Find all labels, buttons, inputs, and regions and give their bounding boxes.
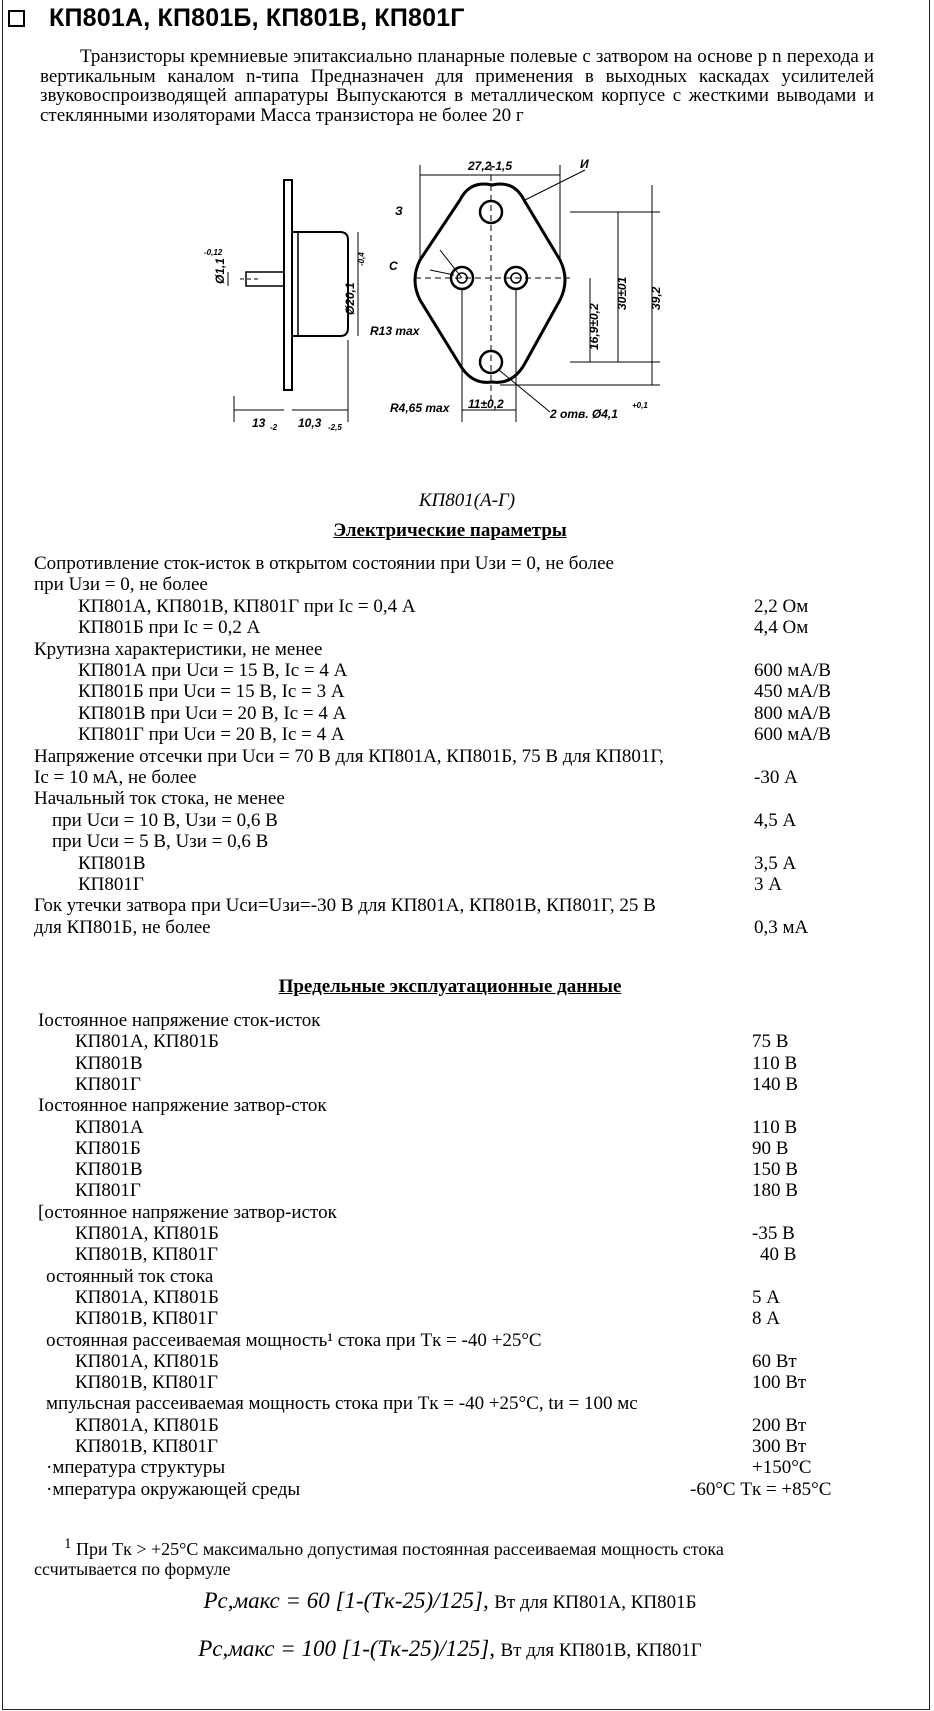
row-value: 90 В [752,1137,789,1159]
flange-top [415,184,565,382]
row-label: КП801Б при Iс = 0,2 А [78,617,261,639]
electrical-heading: Электрические параметры [333,520,567,541]
checkbox-square-icon [8,10,25,27]
dim-len1: 13 [252,416,266,430]
row-label: КП801А, КП801Б [75,1223,219,1244]
table-row [0,788,934,809]
dim-body-d: Ø20,1 [343,282,357,315]
row-label: ·мпература окружающей среды [46,1478,301,1500]
row-label: КП801Б [75,1137,141,1159]
row-value: 3,5 А [754,852,797,874]
table-row [0,1266,934,1287]
row-label: Напряжение отсечки при Uси = 70 В для КП801А, КП801Б, 75 В для КП801Г, [34,745,664,767]
row-value: 140 В [752,1073,798,1095]
dim-holes: 2 отв. Ø4,1 [550,407,618,421]
table-row [0,1287,934,1308]
table-row [0,553,934,574]
footnote [34,1534,894,1579]
dim-pitch: 30±01 [615,276,629,310]
row-label: КП801А [75,1116,144,1138]
row-label: КП801А, КП801Б [75,1350,219,1372]
row-label: КП801В, КП801Г [75,1436,218,1457]
row-label: Гок утечки затвора при Uси=Uзи=-30 В для КП801А, КП801В, КП801Г, 25 В [34,895,656,917]
table-row [0,660,934,681]
dim-radius: R13 max [370,324,420,338]
intro-text: Транзисторы кремниевые эпитаксиально планарные полевые с затвором на основе р n перехода и вертикальным каналом n-типа Предназначен для применения в выходных каскадах усилителей звуковоспроизводящей аппаратуры Выпускаются в металлическом корпусе с жесткими выводами и стеклянными изоляторами Масса транзистора не более 20 г [40,46,874,126]
formula-2-expr: Pс,макс = 100 [1-(Tк-25)/125], [198,1636,495,1661]
table-row [0,1180,934,1201]
formula-2-tail: Вт для КП801В, КП801Г [500,1640,702,1661]
package-drawing [204,157,720,460]
footnote-mark: 1 [64,1536,72,1552]
row-value: 4,5 А [754,809,797,831]
table-row [0,1436,934,1457]
dim-height: 39,2 [649,286,663,310]
formula-1-expr: Pс,макс = 60 [1-(Tк-25)/125], [203,1588,489,1613]
row-value: 800 мА/В [754,702,831,724]
row-label: КП801А, КП801В, КП801Г при Iс = 0,4 А [78,595,416,617]
dim-len2: 10,3 [298,416,322,430]
limits-heading: Предельные эксплуатационные данные [278,976,622,997]
row-value: 110 В [752,1116,798,1138]
row-value: 300 Вт [752,1436,807,1457]
row-label: при Uзи = 0, не более [34,574,208,596]
table-row [0,1457,934,1478]
document-title [8,4,465,33]
table-row [0,1372,934,1393]
row-label: КП801В, КП801Г [75,1244,218,1266]
table-row [0,831,934,852]
row-label: КП801А, КП801Б [75,1414,219,1436]
row-label: Iс = 10 мА, не более [34,767,197,788]
table-row [0,874,934,895]
table-row [0,1053,934,1074]
formula-2 [0,1636,900,1662]
dim-holes-tol: +0,1 [632,401,648,410]
row-value: 3 А [754,874,782,895]
dim-lead-d-tol: -0,12 [204,248,223,257]
row-label: КП801В, КП801Г [75,1308,218,1330]
row-label: КП801Б при Uси = 15 В, Iс = 3 А [78,681,345,703]
table-row [0,1074,934,1095]
row-value: 5 А [752,1286,780,1308]
row-label: КП801В [78,852,146,874]
row-value: -35 В [752,1223,795,1244]
row-label: остоянный ток стока [46,1265,214,1287]
row-label: КП801В [75,1052,143,1074]
intro-paragraph [40,47,874,125]
row-label: Сопротивление сток-исток в открытом состоянии при Uзи = 0, не более [34,553,614,574]
table-row [0,639,934,660]
table-row [0,1202,934,1223]
row-value: 60 Вт [752,1350,797,1372]
row-label: КП801Г [75,1073,141,1095]
formula-1-tail: Вт для КП801А, КП801Б [494,1592,697,1613]
row-label: КП801Г при Uси = 20 В, Iс = 4 А [78,724,345,746]
dim-len1-tol: -2 [270,423,278,432]
table-row [0,617,934,638]
row-value: 600 мА/В [754,724,831,746]
table-row [0,1010,934,1031]
table-row [0,917,934,938]
row-label: [остоянное напряжение затвор-исток [38,1201,337,1223]
row-label: Крутизна характеристики, не менее [34,638,323,660]
row-label: КП801Г [78,874,144,895]
dim-len2-tol: -2,5 [328,423,342,432]
row-value: 100 Вт [752,1372,807,1394]
row-value: 110 В [752,1052,798,1074]
dim-spacing: 11±0,2 [468,397,504,411]
table-row [0,1223,934,1244]
table-row [0,746,934,767]
figure-caption: КП801(А-Г) [418,490,516,511]
row-label: при Uси = 5 В, Uзи = 0,6 В [52,831,269,853]
row-label: мпульсная рассеиваемая мощность стока при Tк = -40 +25°С, tи = 100 мс [46,1393,638,1415]
table-row [0,1393,934,1414]
table-row [0,1095,934,1116]
dim-width: 27,2-1,5 [468,159,513,173]
row-value: 150 В [752,1159,798,1181]
row-value: 0,3 мА [754,916,809,938]
table-row [0,1330,934,1351]
dim-radius2: R4,65 max [390,401,450,415]
row-value: 4,4 Ом [754,617,809,639]
row-value: 180 В [752,1180,798,1202]
row-label: Іостоянное напряжение сток-исток [38,1010,321,1031]
label-pin-i: И [580,157,589,171]
footnote-text2: ссчитывается по формуле [34,1559,231,1579]
table-row [0,1159,934,1180]
row-label: для КП801Б, не более [34,916,211,938]
title-text: КП801А, КП801Б, КП801В, КП801Г [49,4,465,32]
row-value: 2,2 Ом [754,595,809,617]
table-row [0,596,934,617]
table-row [0,1117,934,1138]
label-pin-z: З [395,204,403,218]
row-label: остоянная рассеиваемая мощность¹ стока при Tк = -40 +25°С [46,1329,542,1351]
row-label: Іостоянное напряжение затвор-сток [38,1095,327,1117]
table-row [0,681,934,702]
row-value: 75 В [752,1031,789,1053]
row-label: КП801В [75,1159,143,1181]
row-label: Начальный ток стока, не менее [34,788,285,810]
table-row [0,767,934,788]
row-label: КП801А, КП801Б [75,1031,219,1053]
row-value: 8 А [752,1308,780,1330]
dim-body-d-tol: -0,4 [357,252,366,266]
flange-side [284,180,292,390]
table-row [0,1479,934,1500]
row-label: КП801В при Uси = 20 В, Iс = 4 А [78,702,347,724]
table-row [0,810,934,831]
table-row [0,1031,934,1052]
row-label: КП801Г [75,1180,141,1202]
row-value: 200 Вт [752,1414,807,1436]
table-row [0,574,934,595]
row-value: 450 мА/В [754,681,831,703]
table-row [0,703,934,724]
footnote-text: При Tк > +25°С максимально допустимая постоянная рассеиваемая мощность стока [76,1539,724,1559]
table-row [0,853,934,874]
dim-offset: 16,9±0,2 [587,303,601,350]
table-row [0,1415,934,1436]
table-row [0,1244,934,1265]
row-label: КП801А при Uси = 15 В, Iс = 4 А [78,660,348,681]
dim-lead-d: Ø1,1 [213,257,227,284]
table-row [0,1138,934,1159]
table-row [0,724,934,745]
row-label: КП801В, КП801Г [75,1372,218,1394]
row-value: 40 В [760,1244,797,1266]
table-row [0,1351,934,1372]
formula-1 [0,1588,900,1614]
row-value: 600 мА/В [754,660,831,681]
label-pin-c: С [389,259,398,273]
body-side [292,232,348,336]
row-label: КП801А, КП801Б [75,1286,219,1308]
row-value: +150°С [752,1457,812,1479]
row-label: ·мпература структуры [46,1457,226,1479]
table-row [0,895,934,916]
row-label: при Uси = 10 В, Uзи = 0,6 В [52,809,278,831]
lead-side [246,272,284,286]
table-row [0,1308,934,1329]
row-value: -60°С Tк = +85°С [690,1478,832,1500]
row-value: -30 А [754,767,798,788]
